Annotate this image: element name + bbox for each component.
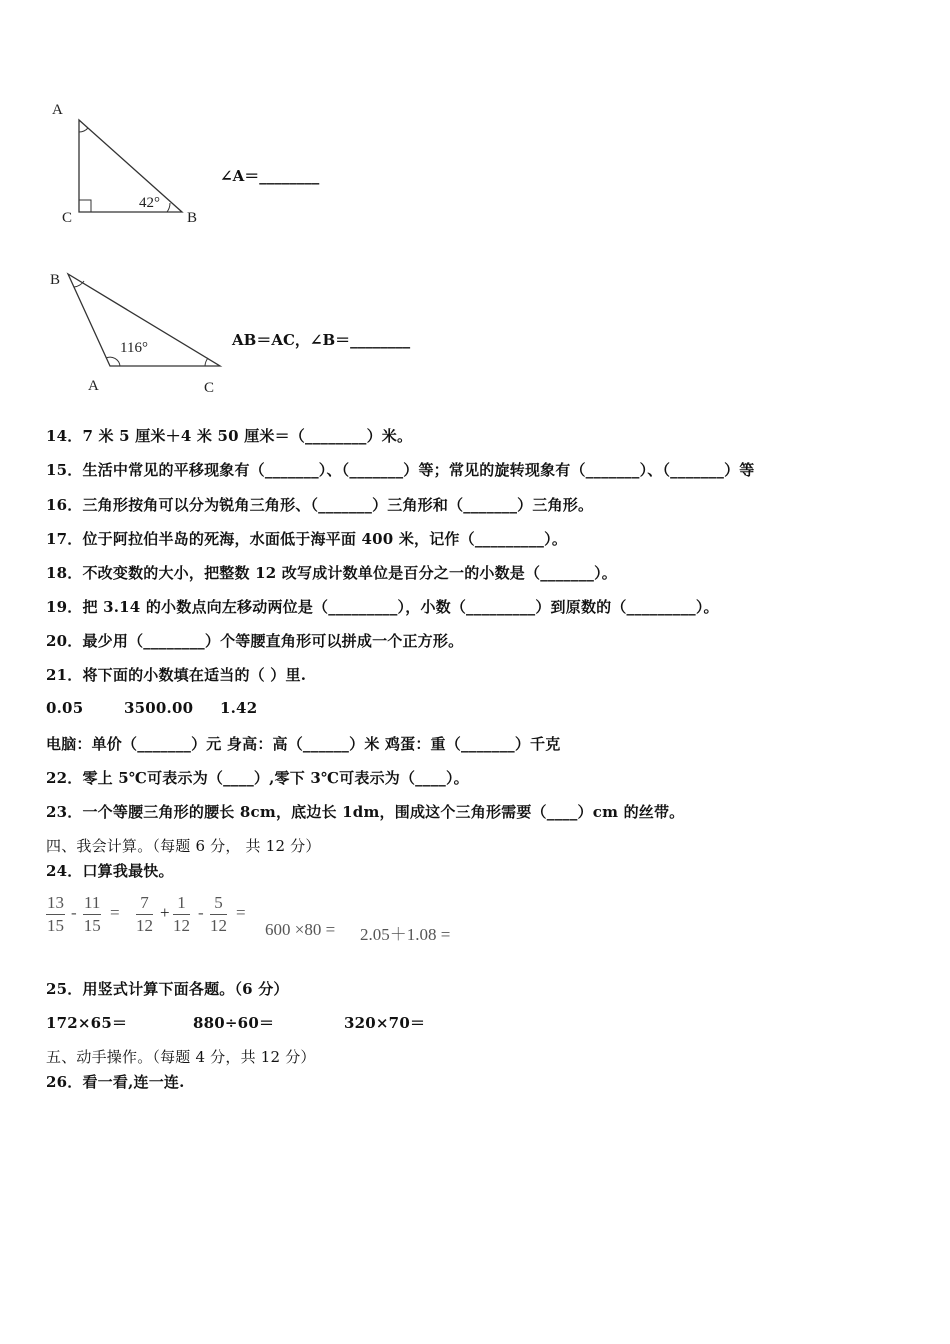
- question-22: 22．零上 5℃可表示为（____）,零下 3℃可表示为（____）。: [46, 769, 469, 787]
- question-24: 24．口算我最快。: [46, 862, 174, 880]
- vertex-a-label: A: [52, 102, 63, 118]
- vertex-c-label: C: [204, 380, 215, 396]
- fraction-7-12: $\frac{7}{12}$: [136, 893, 153, 935]
- equals-sign: =: [236, 903, 246, 922]
- right-triangle-figure: [40, 92, 220, 232]
- question-21: 21．将下面的小数填在适当的（ ）里.: [46, 666, 307, 684]
- question-17: 17．位于阿拉伯半岛的死海，水面低于海平面 400 米，记作（_________）。: [46, 530, 568, 548]
- decimal-1-42: 1.42: [220, 699, 258, 717]
- section-4-title: 四、我会计算。（每题 6 分， 共 12 分）: [46, 837, 321, 855]
- question-18: 18．不改变数的大小，把整数 12 改写成计数单位是百分之一的小数是（_______）。: [46, 564, 617, 582]
- expression-600x80: 600 ×80 =: [265, 920, 336, 939]
- angle-b-label: 42°: [139, 195, 160, 211]
- equals-sign: =: [110, 903, 120, 922]
- vertex-b-label: B: [187, 210, 198, 226]
- minus-sign: -: [198, 903, 204, 922]
- question-15: 15．生活中常见的平移现象有（_______）、（_______）等；常见的旋转现象有（_______）、（_______）等: [46, 461, 755, 479]
- question-14: 14．7 米 5 厘米＋4 米 50 厘米＝（________）米。: [46, 427, 413, 445]
- expression-2-05-plus-1-08: 2.05＋1.08 =: [360, 925, 451, 944]
- fraction-11-15: $\frac{11}{15}$: [83, 893, 101, 935]
- fraction-1-12: $\frac{1}{12}$: [173, 893, 190, 935]
- vertex-c-label: C: [62, 210, 73, 226]
- section-5-title: 五、动手操作。（每题 4 分，共 12 分）: [46, 1048, 316, 1066]
- obtuse-triangle-figure: [40, 262, 240, 402]
- plus-sign: +: [160, 903, 170, 922]
- question-25: 25．用竖式计算下面各题。（6 分）: [46, 980, 289, 998]
- triangle2-question: AB＝AC，∠B＝________: [232, 331, 411, 349]
- triangle1-question: ∠A＝________: [220, 167, 320, 185]
- vertex-a-label: A: [88, 378, 99, 394]
- vertical-calc-1: 172×65＝: [46, 1014, 128, 1032]
- angle-a-label: 116°: [120, 340, 148, 356]
- vertical-calc-2: 880÷60＝: [193, 1014, 275, 1032]
- question-26: 26．看一看,连一连.: [46, 1073, 185, 1091]
- fraction-13-15: $\frac{13}{15}$: [47, 893, 64, 935]
- decimal-3500-00: 3500.00: [124, 699, 194, 717]
- question-20: 20．最少用（________）个等腰直角形可以拼成一个正方形。: [46, 632, 464, 650]
- vertical-calc-3: 320×70＝: [344, 1014, 426, 1032]
- question-16: 16．三角形按角可以分为锐角三角形、（_______）三角形和（_______）三角形。: [46, 496, 594, 514]
- question-19: 19．把 3.14 的小数点向左移动两位是（_________），小数（_________）到原数的（_________）。: [46, 598, 719, 616]
- question-21-blanks: 电脑：单价（_______）元 身高：高（______）米 鸡蛋：重（_______）千克: [46, 735, 561, 753]
- decimal-0-05: 0.05: [46, 699, 84, 717]
- minus-sign: -: [71, 903, 77, 922]
- fraction-5-12: $\frac{5}{12}$: [210, 893, 227, 935]
- question-23: 23．一个等腰三角形的腰长 8cm，底边长 1dm，围成这个三角形需要（____）cm 的丝带。: [46, 803, 685, 821]
- vertex-b-label: B: [50, 272, 61, 288]
